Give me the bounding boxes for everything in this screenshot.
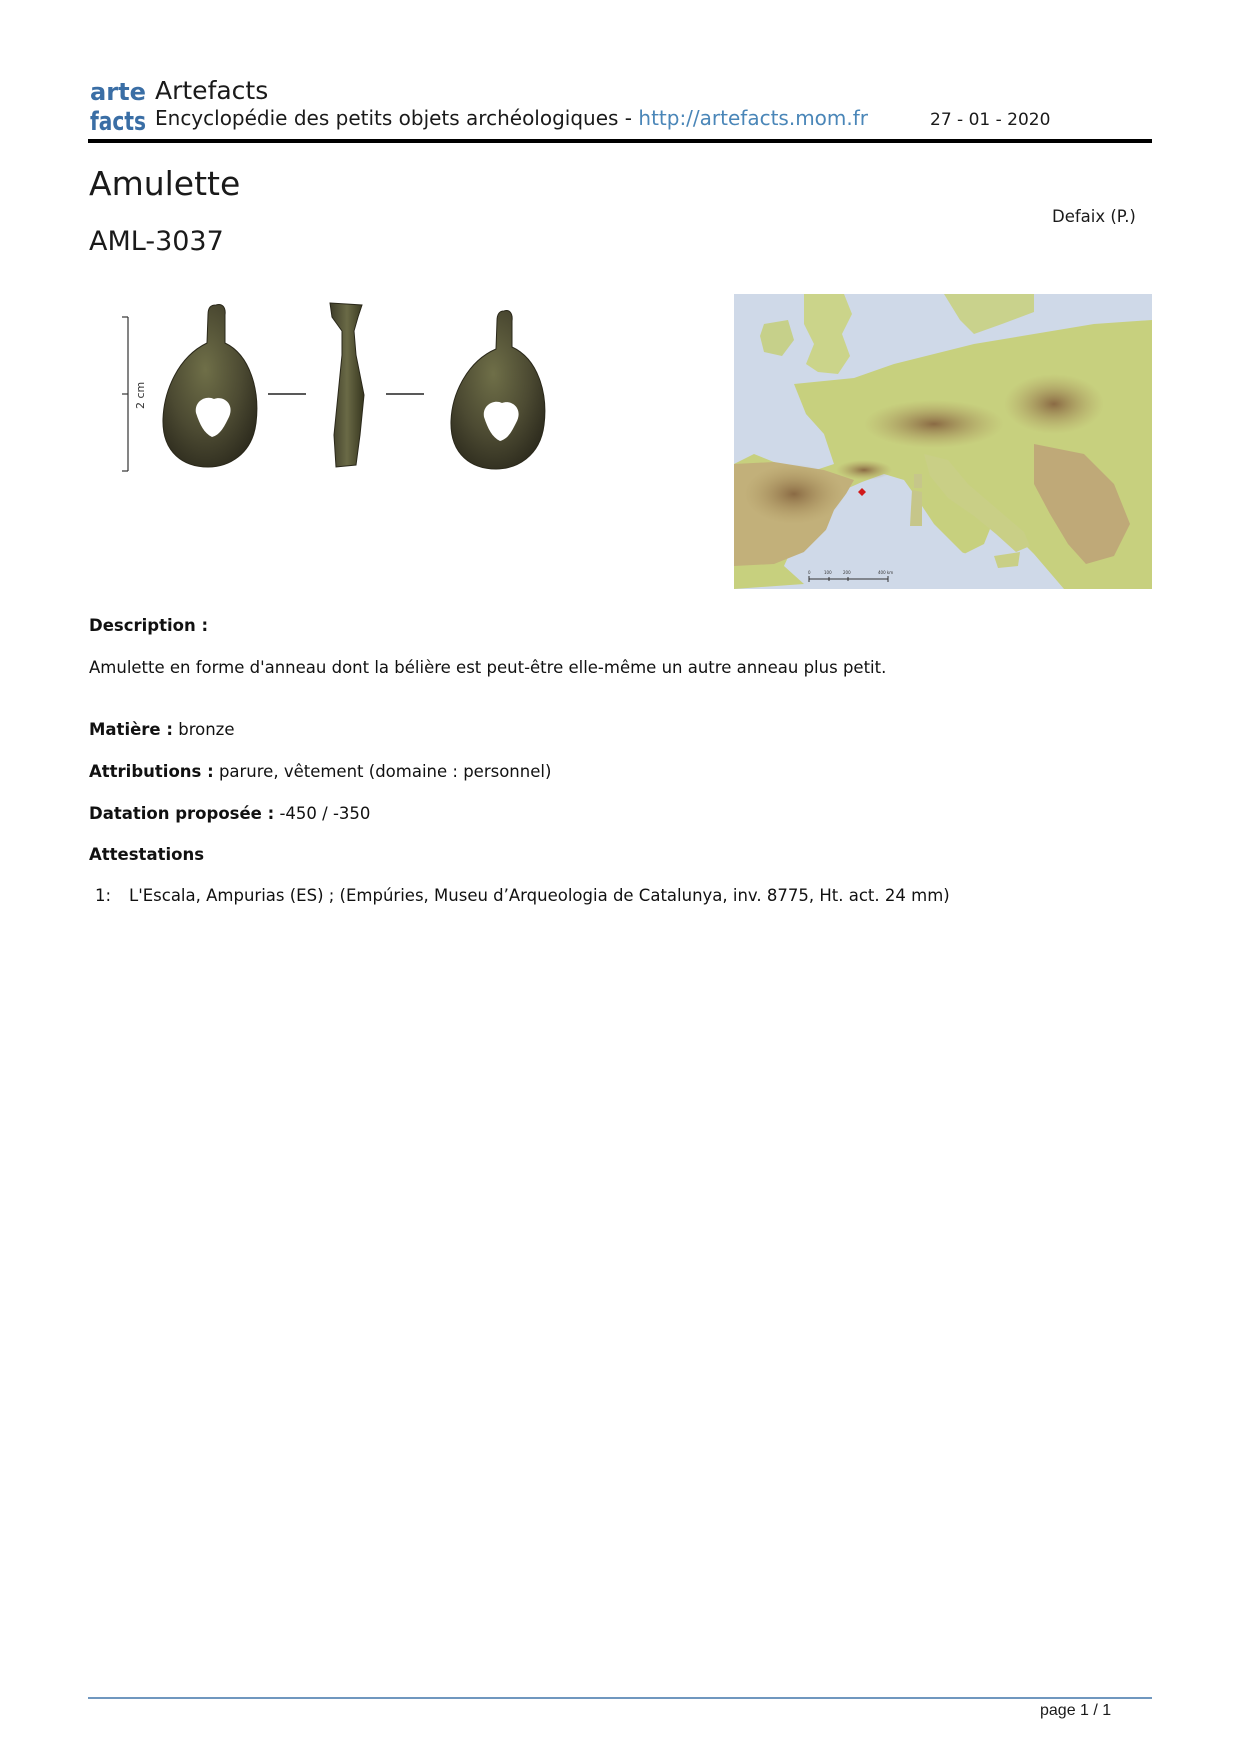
attestation-number: 1:	[95, 886, 112, 905]
map-scale-label: 0	[808, 570, 811, 575]
attributions-label: Attributions :	[89, 762, 214, 781]
footer-divider	[88, 1697, 1152, 1699]
distribution-map	[734, 294, 1152, 589]
page-title: Amulette	[89, 164, 241, 203]
header-divider	[88, 139, 1152, 143]
artefact-views-image	[110, 295, 650, 495]
map-scale-label: 400 km	[878, 570, 894, 575]
site-subtitle	[155, 106, 868, 130]
attributions-value: parure, vêtement (domaine : personnel)	[218, 762, 552, 781]
page-number: page 1 / 1	[1040, 1702, 1112, 1719]
description-heading: Description :	[89, 616, 209, 635]
datation-field	[89, 804, 370, 823]
map-scale-label: 100	[824, 570, 832, 575]
scale-label: 2 cm	[134, 381, 147, 409]
matiere-value: bronze	[178, 720, 235, 739]
artefact-back-view	[451, 310, 545, 469]
attributions-field	[89, 762, 551, 781]
matiere-label: Matière :	[89, 720, 173, 739]
author-name: Defaix (P.)	[1052, 207, 1136, 226]
artefact-side-view	[330, 303, 364, 467]
site-url-link[interactable]: http://artefacts.mom.fr	[638, 106, 869, 130]
map-scale-label: 200	[843, 570, 851, 575]
reference-code: AML-3037	[89, 226, 224, 257]
description-text: Amulette en forme d'anneau dont la bélière est peut-être elle-même un autre anneau plus petit.	[89, 658, 887, 677]
subtitle-text: Encyclopédie des petits objets archéologiques -	[155, 106, 639, 130]
artefact-front-view	[163, 304, 257, 467]
matiere-field	[89, 720, 234, 739]
svg-text:arte: arte	[90, 78, 146, 106]
scale-bar	[122, 317, 128, 471]
attestations-heading: Attestations	[89, 845, 205, 864]
attestation-item	[95, 886, 950, 905]
svg-text:facts: facts	[90, 107, 146, 137]
print-date: 27 - 01 - 2020	[930, 110, 1051, 130]
site-title: Artefacts	[155, 76, 269, 105]
datation-value: -450 / -350	[279, 804, 371, 823]
artefacts-logo	[89, 76, 147, 137]
datation-label: Datation proposée :	[89, 804, 275, 823]
attestation-text: L'Escala, Ampurias (ES) ; (Empúries, Museu d’Arqueologia de Catalunya, inv. 8775, Ht. act. 24 mm)	[129, 886, 950, 905]
